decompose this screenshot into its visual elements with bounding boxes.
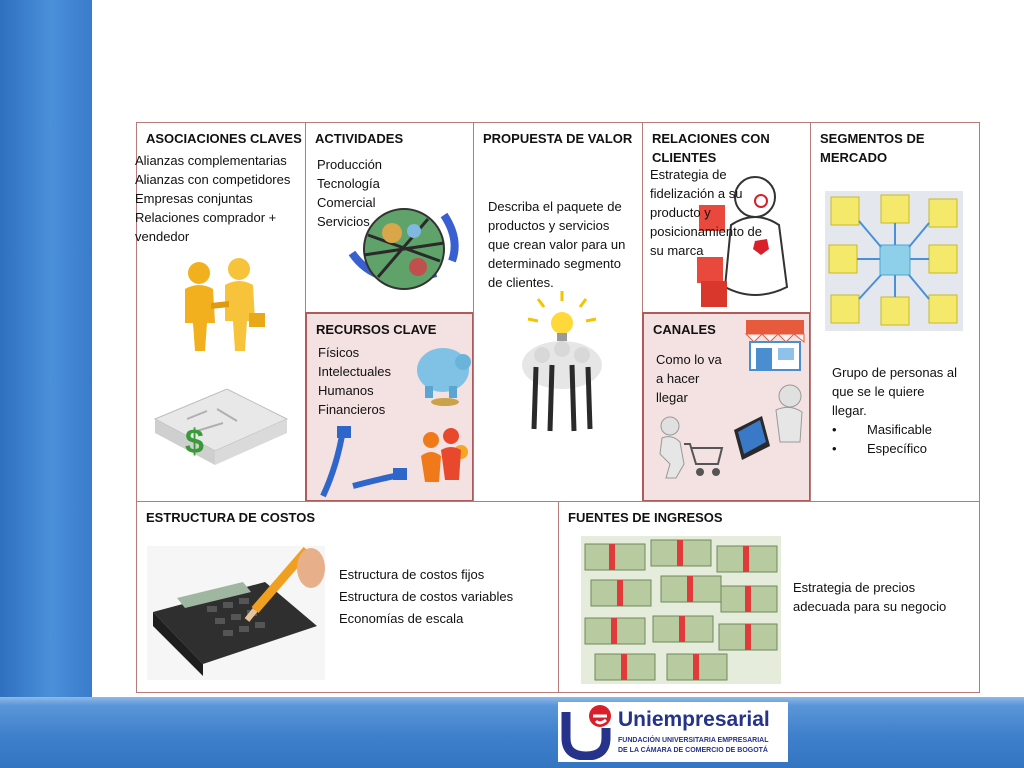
money-stacks-image bbox=[581, 536, 781, 684]
estructura-costos-title: ESTRUCTURA DE COSTOS bbox=[146, 510, 316, 525]
uniempresarial-logo bbox=[558, 702, 788, 762]
recursos-clave-cell bbox=[305, 312, 474, 502]
list-item: • Masificable bbox=[832, 422, 933, 437]
list-item: vendedor bbox=[135, 229, 190, 244]
list-item: Tecnología bbox=[317, 176, 380, 191]
list-item: Financieros bbox=[318, 402, 386, 417]
asociaciones-claves-list bbox=[135, 151, 290, 246]
lightbulb-team-image bbox=[514, 289, 610, 439]
canales-title: CANALES bbox=[653, 322, 716, 337]
logo-subtitle-line-1: FUNDACIÓN UNIVERSITARIA EMPRESARIAL bbox=[618, 737, 769, 744]
laptop-figure-image bbox=[730, 380, 810, 464]
list-item: Alianzas complementarias bbox=[135, 153, 287, 168]
network-cable-image bbox=[313, 426, 409, 500]
list-item: • Específico bbox=[832, 441, 927, 456]
list-item: Servicios bbox=[317, 214, 370, 229]
segmentos-mercado-cell bbox=[810, 122, 980, 502]
list-item: Economías de escala bbox=[339, 611, 464, 626]
asociaciones-claves-cell bbox=[136, 122, 306, 502]
segmentos-mercado-text: Grupo de personas al que se le quiere llegar. • Masificable • Específico bbox=[832, 365, 958, 456]
propuesta-valor-text: Describa el paquete de productos y servicios que crean valor para un determinado segmento de clientes. bbox=[488, 199, 626, 290]
list-item: Relaciones comprador + bbox=[135, 210, 277, 225]
recursos-clave-list bbox=[318, 343, 391, 419]
list-item: Estructura de costos fijos bbox=[339, 567, 485, 582]
logo-brand-name: Uniempresarial bbox=[618, 708, 770, 731]
relaciones-clientes-cell bbox=[642, 122, 811, 313]
list-item: Estructura de costos variables bbox=[339, 589, 514, 604]
relaciones-clientes-title: RELACIONES CON CLIENTES bbox=[652, 131, 770, 165]
list-item: Empresas conjuntas bbox=[135, 191, 253, 206]
bullet-glyph: • bbox=[832, 441, 837, 456]
actividades-cell bbox=[305, 122, 474, 313]
list-item: Comercial bbox=[317, 195, 376, 210]
fuentes-ingresos-text: Estrategia de precios adecuada para su negocio bbox=[793, 580, 947, 614]
market-segments-image bbox=[825, 191, 963, 331]
asociaciones-claves-title: ASOCIACIONES CLAVES bbox=[146, 131, 302, 146]
list-item: Alianzas con competidores bbox=[135, 172, 291, 187]
estructura-costos-cell bbox=[136, 501, 559, 693]
puzzle-dollar-image bbox=[147, 379, 295, 479]
handshake-figures-image bbox=[167, 251, 271, 355]
piggy-bank-image bbox=[411, 336, 473, 408]
fuentes-ingresos-title: FUENTES DE INGRESOS bbox=[568, 510, 723, 525]
left-decorative-bar bbox=[0, 0, 92, 700]
list-item: Humanos bbox=[318, 383, 374, 398]
shopping-cart-figure-image bbox=[654, 414, 724, 482]
propuesta-valor-cell bbox=[473, 122, 643, 502]
list-item: Producción bbox=[317, 157, 383, 172]
logo-subtitle-line-2: DE LA CÁMARA DE COMERCIO DE BOGOTÁ bbox=[618, 747, 768, 754]
recursos-clave-title: RECURSOS CLAVE bbox=[316, 322, 437, 337]
bullet-glyph: • bbox=[832, 422, 837, 437]
propuesta-valor-title: PROPUESTA DE VALOR bbox=[483, 131, 633, 146]
estructura-costos-list bbox=[339, 564, 513, 630]
storefront-icon bbox=[742, 316, 808, 374]
team-figures-image bbox=[417, 426, 473, 488]
relaciones-clientes-text: Estrategia de fidelización a su producto y posicionamiento de su marca bbox=[650, 167, 763, 258]
canales-text: Como lo va a hacer llegar bbox=[656, 352, 722, 405]
logo-emblem-icon bbox=[560, 704, 614, 760]
canales-cell bbox=[642, 312, 811, 502]
svg-text:$: $ bbox=[185, 423, 204, 461]
activities-globe-image bbox=[348, 195, 464, 307]
calculator-pencil-image bbox=[147, 546, 325, 680]
list-item: Intelectuales bbox=[318, 364, 391, 379]
bottom-decorative-bar bbox=[0, 697, 1024, 768]
list-item: Físicos bbox=[318, 345, 360, 360]
segmentos-mercado-title: SEGMENTOS DE MERCADO bbox=[820, 131, 925, 165]
actividades-title: ACTIVIDADES bbox=[315, 131, 404, 146]
fuentes-ingresos-cell bbox=[558, 501, 980, 693]
